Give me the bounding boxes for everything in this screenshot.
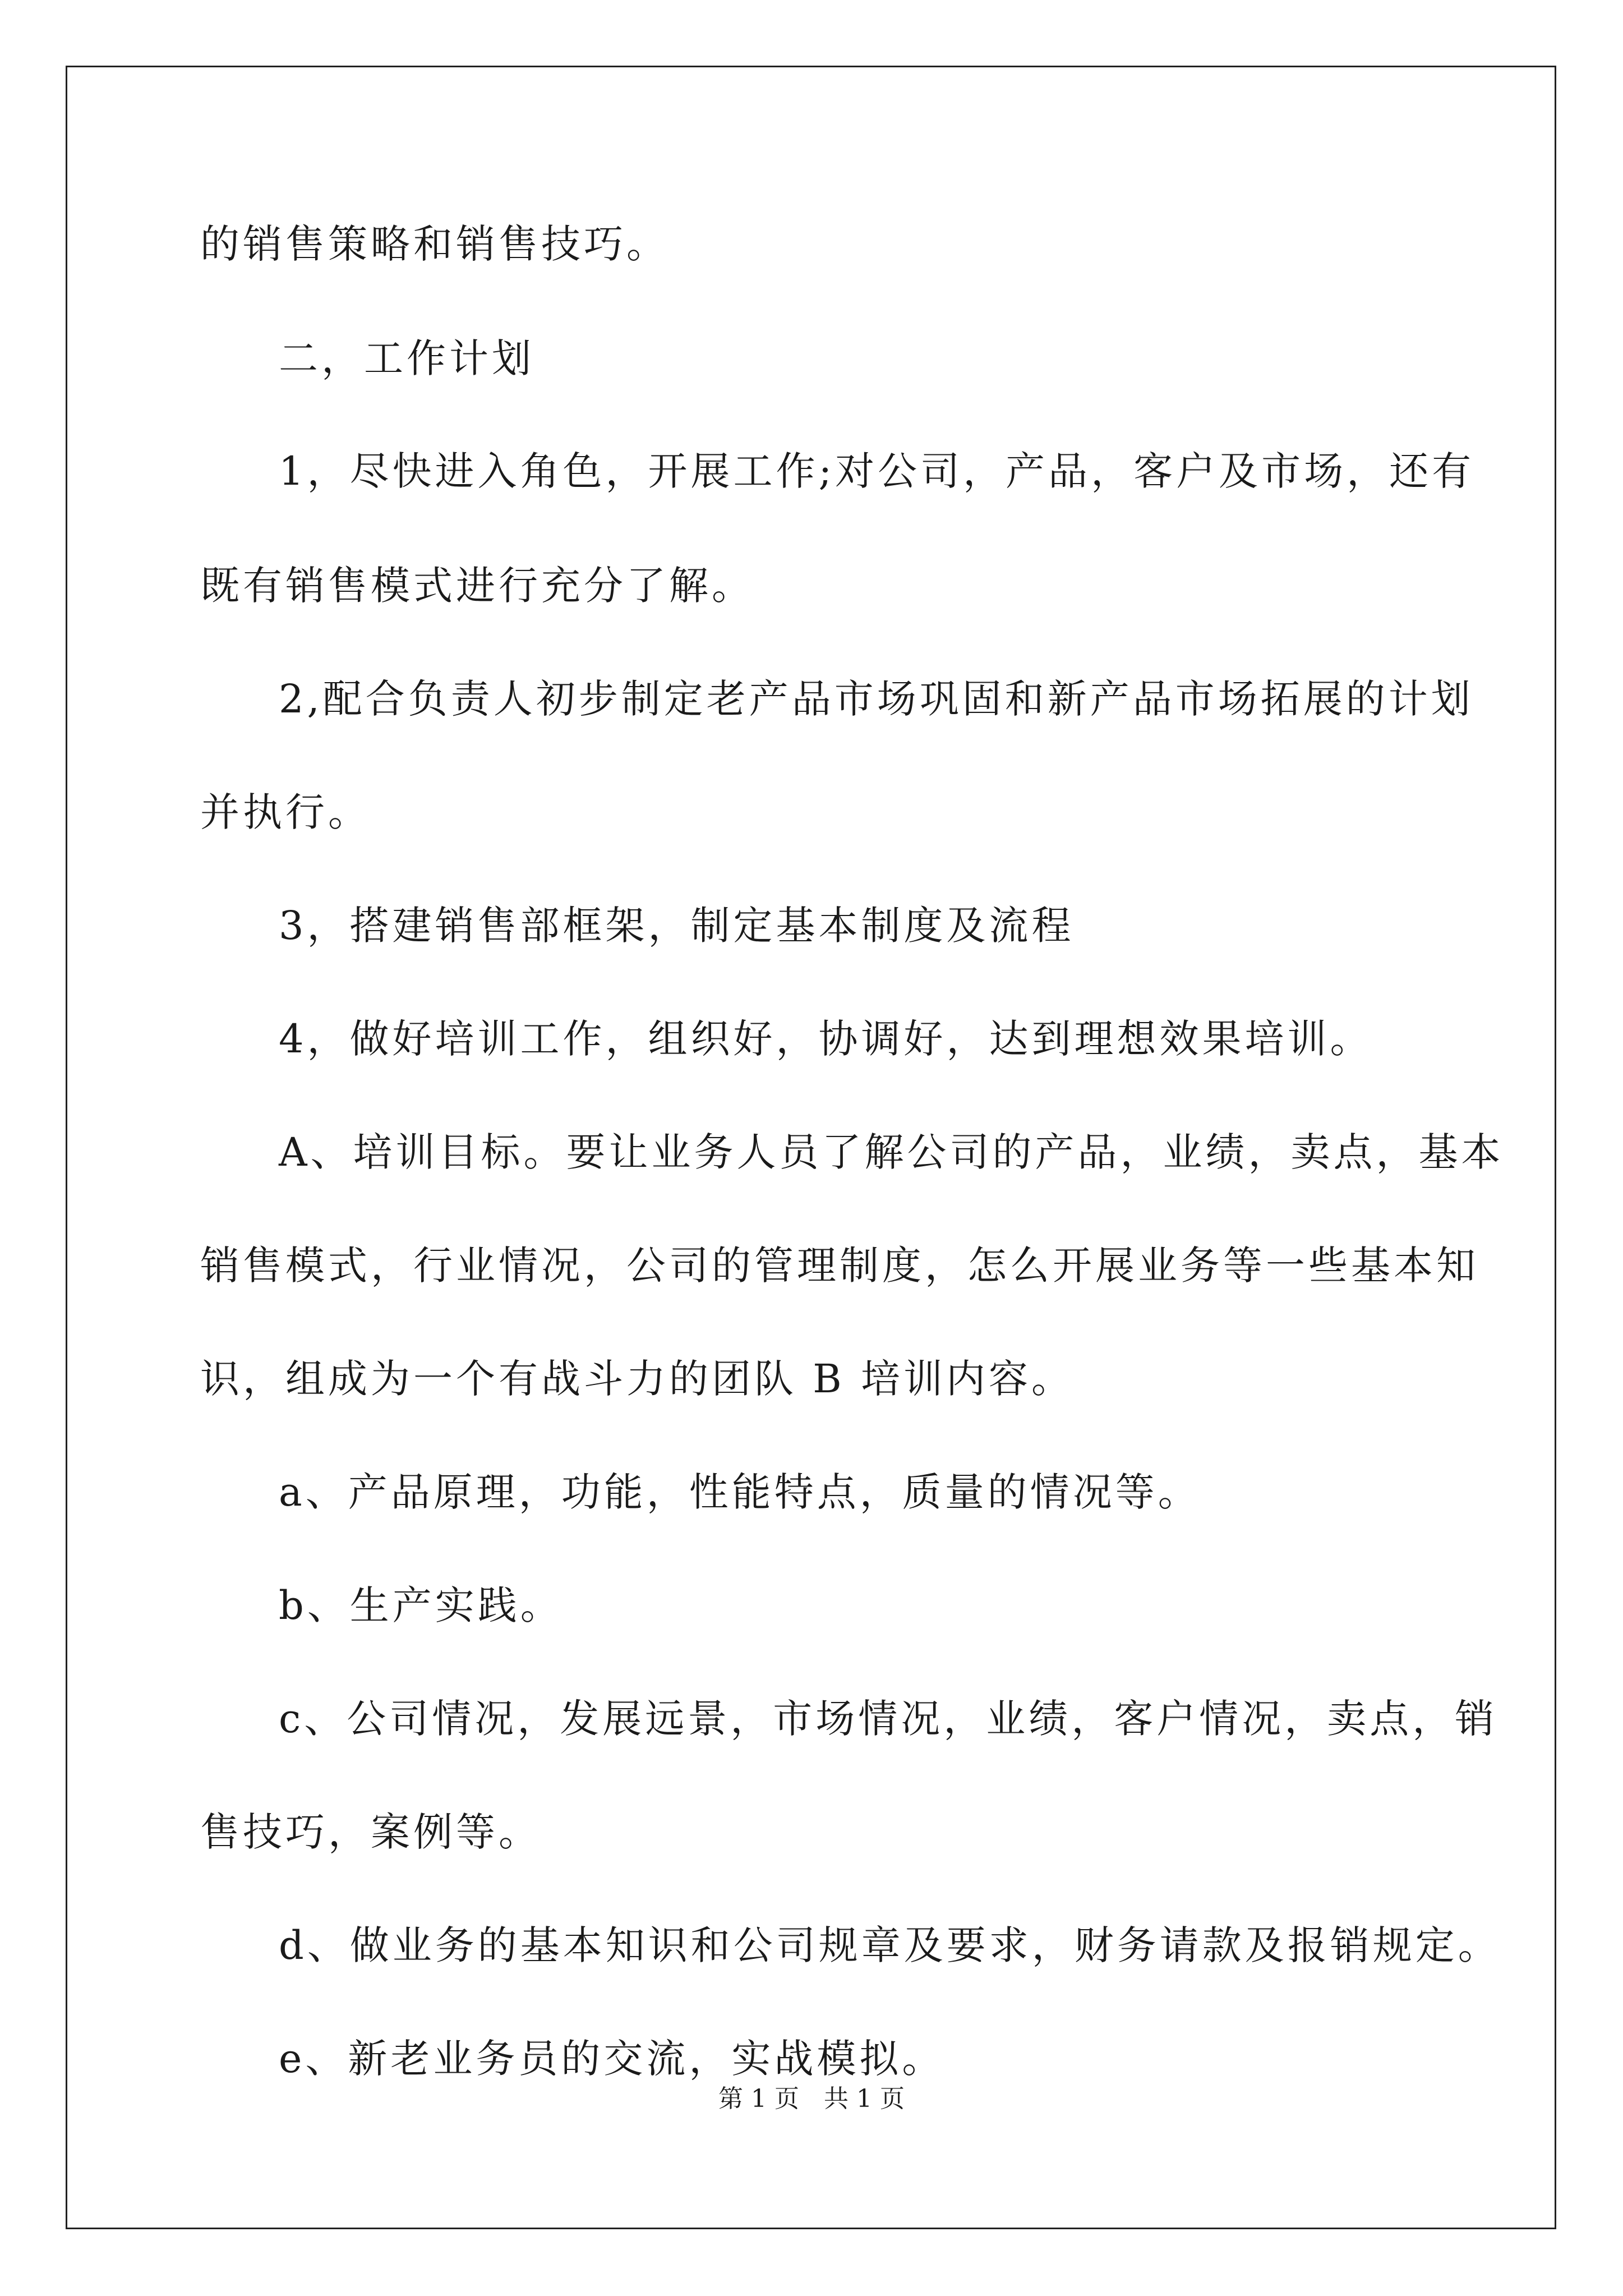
- text-line-item-a-cont-2: 识，组成为一个有战斗力的团队 B 培训内容。: [200, 1356, 1074, 1402]
- text-line-item-a: A、培训目标。要让业务人员了解公司的产品，业绩，卖点，基本: [279, 1129, 1504, 1175]
- text-line-item-3: 3，搭建销售部框架，制定基本制度及流程: [279, 903, 1075, 949]
- text-line-item-a-cont-1: 销售模式，行业情况，公司的管理制度，怎么开展业务等一些基本知: [200, 1243, 1479, 1289]
- text-line-item-2: 2,配合负责人初步制定老产品市场巩固和新产品市场拓展的计划: [279, 676, 1474, 722]
- page-number-footer: 第 1 页 共 1 页: [718, 2085, 905, 2113]
- text-line-item-1-cont: 既有销售模式进行充分了解。: [200, 563, 754, 609]
- text-line-sub-e: e、新老业务员的交流，实战模拟。: [279, 2036, 945, 2082]
- text-line-sub-a: a、产品原理，功能，性能特点，质量的情况等。: [279, 1469, 1201, 1515]
- text-line-item-4: 4，做好培训工作，组织好，协调好，达到理想效果培训。: [279, 1016, 1373, 1062]
- text-line-sub-b: b、生产实践。: [279, 1582, 563, 1628]
- text-line-item-1: 1，尽快进入角色，开展工作;对公司，产品，客户及市场，还有: [279, 448, 1475, 494]
- text-line-sub-c-cont: 售技巧，案例等。: [200, 1809, 541, 1855]
- text-line-sub-d: d、做业务的基本知识和公司规章及要求，财务请款及报销规定。: [279, 1922, 1501, 1968]
- text-line-sub-c: c、公司情况，发展远景，市场情况，业绩，客户情况，卖点，销: [279, 1696, 1498, 1742]
- text-line-1: 的销售策略和销售技巧。: [200, 221, 669, 267]
- text-line-item-2-cont: 并执行。: [200, 789, 371, 835]
- section-heading-work-plan: 二，工作计划: [279, 335, 534, 381]
